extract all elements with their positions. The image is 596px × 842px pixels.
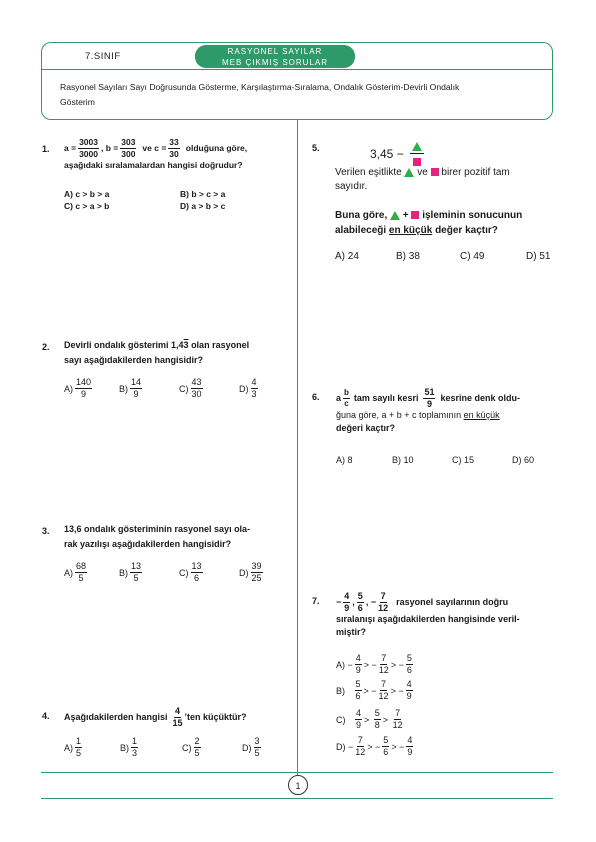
q3-line-1: 13,6 ondalık gösteriminin rasyonel sayı ola- <box>64 524 251 534</box>
q5-option-d[interactable]: D) 51 <box>526 251 551 262</box>
q6-frac: $\frac{51}{9}$ <box>424 387 435 409</box>
q5-option-b[interactable]: B) 38 <box>396 251 420 262</box>
q7-number: 7. <box>312 596 320 606</box>
q5-option-c[interactable]: C) 49 <box>460 251 485 262</box>
q6-underlined: en küçük <box>463 410 500 420</box>
q2-repeating-digit: 3 <box>183 340 189 350</box>
q6-number: 6. <box>312 392 320 402</box>
q1-option-d[interactable]: D) a > b > c <box>180 201 226 211</box>
q5-bold-1-end: işleminin sonucunun <box>422 210 523 221</box>
q4-post: ’ten küçüktür? <box>184 712 247 722</box>
q2-line-2: sayı aşağıdakilerden hangisidir? <box>64 355 204 365</box>
q5-expr-text: 3,45 − <box>370 146 404 161</box>
triangle-icon <box>412 142 422 151</box>
subject-line-1: Rasyonel Sayıları Sayı Doğrusunda Gösterme, Karşılaştırma-Sıralama, Ondalık Gösterim-Devirli Ondalık <box>60 82 460 92</box>
q6-option-c[interactable]: C) 15 <box>452 455 475 465</box>
q6-bc-frac: $\frac{b}{c}$ <box>344 388 349 408</box>
q5-underlined: en küçük <box>388 225 433 236</box>
footer-line-bottom <box>41 798 553 799</box>
q6-mid: tam sayılı kesri <box>353 393 419 403</box>
square-icon <box>411 211 419 219</box>
q5-bold-2: alabileceği <box>335 225 387 236</box>
q7-line-2: sıralanışı aşağıdakilerden hangisinde veril- <box>336 614 520 624</box>
q4-pre: Aşağıdakilerden hangisi <box>64 712 168 722</box>
q2-option-b[interactable]: B) $\frac{14}{9}$ <box>119 377 142 399</box>
square-icon <box>431 168 439 176</box>
q7-option-c[interactable]: C) $\frac{4}{9}$ > $\frac{5}{8}$ > $\frac{7}{12}$ <box>336 708 403 730</box>
q7-line-3: miştir? <box>336 627 367 637</box>
q5-option-a[interactable]: A) 24 <box>335 251 359 262</box>
q6-line-3: değeri kaçtır? <box>336 423 396 433</box>
q5-line-1-end: birer pozitif tam <box>441 167 510 178</box>
q5-number: 5. <box>312 143 320 153</box>
q3-line-2: rak yazılışı aşağıdakilerden hangisidir? <box>64 539 232 549</box>
q6-option-d[interactable]: D) 60 <box>512 455 535 465</box>
q7-option-a[interactable]: A) − $\frac{4}{9}$ > − $\frac{7}{12}$ > − $\frac{5}{6}$ <box>336 653 412 675</box>
q5-shape-frac <box>410 140 424 167</box>
q4-number: 4. <box>42 711 50 721</box>
triangle-icon <box>390 211 400 220</box>
q1-c-frac: $\frac{33}{30}$ <box>169 137 179 159</box>
column-divider <box>297 120 298 776</box>
subject-text <box>60 80 530 110</box>
page-number: 1 <box>288 775 308 795</box>
q1-number: 1. <box>42 144 50 154</box>
q3-stem <box>64 522 292 552</box>
q1-a-frac: $\frac{3003}{3000}$ <box>79 137 98 159</box>
q3-option-b[interactable]: B) $\frac{13}{5}$ <box>119 561 142 583</box>
q1-option-a[interactable]: A) c > b > a <box>64 189 110 199</box>
q1-option-c[interactable]: C) c > a > b <box>64 201 110 211</box>
footer-line-top <box>41 772 553 773</box>
q1-c-label: ve c = <box>142 142 167 153</box>
q3-option-a[interactable]: A) $\frac{68}{5}$ <box>64 561 87 583</box>
q1-option-b[interactable]: B) b > c > a <box>180 189 226 199</box>
q2-option-a[interactable]: A) $\frac{140}{9}$ <box>64 377 92 399</box>
q7-option-b[interactable]: B) $\frac{5}{6}$ > − $\frac{7}{12}$ > − $\frac{4}{9}$ <box>336 679 412 701</box>
q2-option-d[interactable]: D) $\frac{4}{3}$ <box>239 377 257 399</box>
q5-line-2: sayıdır. <box>335 181 368 192</box>
q6-a: a <box>336 393 342 403</box>
q5-expression <box>370 140 426 167</box>
q5-bold-1: Buna göre, <box>335 210 388 221</box>
q7-stem: − $\frac{4}{9}$ , $\frac{5}{6}$ , − $\frac{7}{12}$ rasyonel sayılarının doğru sıralanışı aşağıdakilerden hangisinde veril- miştir? <box>336 592 554 639</box>
q2-option-c[interactable]: C) $\frac{43}{30}$ <box>179 377 202 399</box>
q5-line-1: Verilen eşitlikte <box>335 167 402 178</box>
triangle-icon <box>404 168 414 177</box>
q4-stem <box>64 707 294 728</box>
grade-label: 7.SINIF <box>85 51 121 62</box>
title-pill <box>195 45 355 68</box>
header-divider <box>41 69 553 70</box>
q1-line-2: aşağıdaki sıralamalardan hangisi doğrudur? <box>64 160 243 170</box>
q4-option-c[interactable]: C) $\frac{2}{5}$ <box>182 736 200 758</box>
q4-frac: $\frac{4}{15}$ <box>172 706 183 728</box>
q3-option-c[interactable]: C) $\frac{13}{6}$ <box>179 561 202 583</box>
q2-line-1: Devirli ondalık gösterimi 1,4 <box>64 340 184 350</box>
q6-stem <box>336 388 554 436</box>
q4-option-b[interactable]: B) $\frac{1}{3}$ <box>120 736 138 758</box>
q5-question: Buna göre, + işleminin sonucunun alabileceği en küçük değer kaçtır? <box>335 210 523 236</box>
square-icon <box>413 158 421 166</box>
q1-stem <box>64 138 290 173</box>
q5-bold-2-end: değer kaçtır? <box>435 225 498 236</box>
q6-post: kesrine denk oldu- <box>440 393 520 403</box>
q5-desc <box>335 166 555 194</box>
q6-line-2: ğuna göre, a + b + c toplamının <box>336 410 462 420</box>
q7-intro: rasyonel sayılarının doğru <box>396 597 509 607</box>
q5-line-1-mid: ve <box>417 167 428 178</box>
q4-options <box>64 737 294 758</box>
q6-option-a[interactable]: A) 8 <box>336 455 353 465</box>
q1-tail: olduğuna göre, <box>185 142 248 153</box>
title-line-2: MEB ÇIKMIŞ SORULAR <box>221 58 328 67</box>
q2-stem <box>64 338 292 368</box>
title-line-1: RASYONEL SAYILAR <box>227 47 323 56</box>
q2-options <box>64 378 294 399</box>
q3-options <box>64 562 294 583</box>
q4-option-d[interactable]: D) $\frac{3}{5}$ <box>242 736 260 758</box>
q6-option-b[interactable]: B) 10 <box>392 455 414 465</box>
q2-line-1-end: olan rasyonel <box>188 340 250 350</box>
q7-option-d[interactable]: D) − $\frac{7}{12}$ > − $\frac{5}{6}$ > − $\frac{4}{9}$ <box>336 735 413 757</box>
q4-option-a[interactable]: A) $\frac{1}{5}$ <box>64 736 82 758</box>
q3-option-d[interactable]: D) $\frac{39}{25}$ <box>239 561 262 583</box>
subject-line-2: Gösterim <box>60 97 95 107</box>
q3-number: 3. <box>42 526 50 536</box>
q1-b-frac: $\frac{303}{300}$ <box>121 137 136 159</box>
q1-a-label: a = <box>64 142 77 153</box>
q2-number: 2. <box>42 342 50 352</box>
q1-b-label: , b = <box>100 142 119 153</box>
